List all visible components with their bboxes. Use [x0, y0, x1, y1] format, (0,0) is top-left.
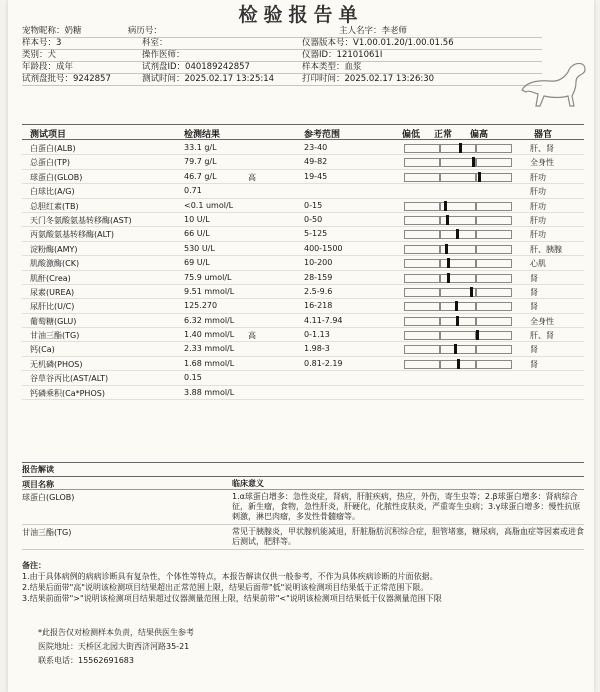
table-row [22, 285, 584, 299]
table-row [22, 256, 584, 270]
interp-item-name: 球蛋白(GLOB) [22, 493, 75, 502]
notes [22, 560, 584, 604]
interp-col-item: 项目名称 [22, 480, 54, 489]
range-gauge [404, 216, 514, 224]
table-row [22, 357, 584, 371]
table-row [22, 242, 584, 256]
gauge-marker [457, 359, 460, 369]
range-gauge [404, 317, 514, 325]
item-name: 白球比(A/G) [30, 187, 75, 197]
table-row [22, 328, 584, 342]
table-row [22, 271, 584, 285]
reference-range: 10-200 [304, 258, 333, 268]
col-organ: 器官 [534, 130, 553, 140]
note-line: 3.结果前面带">"说明该检测项目结果超过仪器测量范围上限，结果前带"<"说明该检测项目结果低于仪器测量范围下限 [22, 594, 442, 603]
result-value: 0.71 [184, 186, 202, 196]
reference-range: 4.11-7.94 [304, 315, 343, 325]
table-row [22, 184, 584, 198]
result-value: <0.1 umol/L [184, 200, 234, 210]
test-time: 测试时间：2025.02.17 13:25:14 [142, 74, 275, 84]
reference-range: 0-50 [304, 214, 323, 224]
reference-range: 0-15 [304, 200, 323, 210]
interpretation-row [22, 490, 584, 525]
result-value: 1.40 mmol/L [184, 330, 235, 340]
owner-name: 主人名字：李老师 [339, 26, 408, 36]
item-name: 钙(Ca) [30, 345, 55, 355]
gauge-marker [459, 143, 462, 153]
results-table-header [22, 124, 584, 140]
reference-range: 0.81-2.19 [304, 358, 343, 368]
result-value: 125.270 [184, 301, 218, 311]
report-title: 检验报告单 [238, 4, 364, 26]
note-line: 2.结果后面带"高"说明该检测项目结果超出正常范围上限，结果后面带"低"说明该检测项目结果低于正常范围下限。 [22, 583, 429, 592]
interp-item-text: 常见于胰腺炎，甲状腺机能减退，肝脏脂肪沉积综合症，胆管堵塞，糖尿病，高脂血症等因素或进食后测试，肥胖等。 [232, 527, 584, 546]
interp-col-meaning: 临床意义 [232, 479, 264, 488]
col-normal: 正常 [434, 130, 453, 140]
device-id: 仪器ID：12101061I [302, 50, 383, 60]
table-row [22, 213, 584, 227]
note-line: 1.由于具体病例的病病诊断具有复杂性，个体性等特点，本报告解读仅供一般参考，不作为具体疾病诊断的片面依据。 [22, 572, 438, 581]
item-name: 肌酸激酶(CK) [30, 259, 80, 269]
item-name: 球蛋白(GLOB) [30, 172, 83, 182]
table-row [22, 299, 584, 313]
reference-range: 28-159 [304, 272, 333, 282]
gauge-marker [456, 229, 459, 239]
hospital-address: 医院地址：天桥区北园大街西济河路35-21 [38, 642, 190, 651]
interpretation-header [22, 477, 584, 490]
organ: 肾 [530, 345, 538, 355]
item-name: 淀粉酶(AMY) [30, 244, 78, 254]
col-item: 测试项目 [30, 130, 67, 140]
reference-range: 400-1500 [304, 243, 343, 253]
gauge-marker [445, 244, 448, 254]
interpretation-title: 报告解读 [22, 462, 584, 477]
item-name: 白蛋白(ALB) [30, 144, 76, 153]
result-value: 46.7 g/L [184, 171, 217, 181]
result-value: 2.33 mmol/L [184, 344, 235, 354]
reference-range: 5-125 [304, 229, 328, 239]
result-value: 530 U/L [184, 243, 215, 253]
table-row [22, 199, 584, 213]
result-value: 6.32 mmol/L [184, 315, 235, 325]
item-name: 尿素(UREA) [30, 287, 75, 297]
organ: 肾 [530, 302, 538, 312]
department: 科室： [142, 38, 168, 48]
gauge-marker [470, 287, 473, 297]
organ: 肾 [530, 287, 538, 297]
gauge-marker [478, 172, 481, 182]
table-row [22, 227, 584, 241]
result-value: 3.88 mmol/L [184, 387, 235, 397]
result-value: 66 U/L [184, 229, 210, 239]
organ: 全身性 [530, 316, 554, 326]
organ: 肝、胰腺 [530, 244, 562, 254]
range-gauge [404, 144, 514, 152]
result-value: 9.51 mmol/L [184, 286, 235, 296]
result-value: 33.1 g/L [184, 143, 217, 152]
organ: 肾 [530, 273, 538, 283]
item-name: 谷草谷丙比(AST/ALT) [30, 374, 109, 384]
reference-range: 1.98-3 [304, 344, 330, 354]
range-gauge [404, 360, 514, 368]
pet-name: 宠物昵称：奶糖 [22, 26, 82, 36]
reference-range: 49-82 [304, 157, 328, 167]
table-row [22, 342, 584, 356]
age-group: 年龄段：成年 [22, 62, 74, 72]
reagent-batch: 试剂盘批号：9242857 [22, 74, 111, 84]
organ: 肝功 [530, 215, 546, 225]
range-gauge [404, 230, 514, 238]
item-name: 天门冬氨酸氨基转移酶(AST) [30, 215, 132, 225]
item-name: 葡萄糖(GLU) [30, 316, 77, 326]
results-table-body [22, 141, 584, 400]
species: 类别：犬 [22, 50, 57, 60]
case-number: 病历号： [127, 26, 162, 36]
range-gauge [404, 173, 514, 181]
result-value: 75.9 umol/L [184, 272, 232, 282]
range-gauge [404, 331, 514, 339]
organ: 肝功 [530, 187, 546, 197]
organ: 全身性 [530, 158, 554, 168]
table-row [22, 170, 584, 184]
organ: 肝功 [530, 201, 546, 211]
item-name: 总蛋白(TP) [30, 158, 70, 168]
interp-item-name: 甘油三酯(TG) [22, 528, 72, 537]
range-gauge [404, 259, 514, 267]
item-name: 甘油三酯(TG) [30, 331, 80, 341]
reference-range: 19-45 [304, 171, 328, 181]
sample-number: 样本号：3 [22, 38, 62, 48]
sample-type: 样本类型：血浆 [302, 62, 362, 72]
print-time: 打印时间：2025.02.17 13:26:30 [302, 74, 435, 84]
range-gauge [404, 302, 514, 310]
col-low: 偏低 [402, 130, 421, 140]
reference-range: 16-218 [304, 301, 333, 311]
organ: 肝功 [530, 230, 546, 240]
table-row [22, 155, 584, 169]
result-value: 1.68 mmol/L [184, 358, 235, 368]
col-high: 偏高 [470, 130, 489, 140]
report-page [8, 0, 594, 692]
table-row [22, 371, 584, 385]
gauge-marker [472, 157, 475, 167]
organ: 肝功 [530, 172, 546, 182]
item-name: 肌酐(Crea) [30, 273, 71, 283]
organ: 肾 [530, 359, 538, 369]
item-name: 钙磷乘积(Ca*PHOS) [30, 388, 105, 398]
organ: 肝、肾 [530, 144, 554, 153]
table-row [22, 386, 584, 400]
reference-range: 23-40 [304, 143, 328, 152]
organ: 心肌 [530, 259, 546, 269]
col-result: 检测结果 [184, 130, 221, 140]
patient-header [22, 26, 542, 86]
gauge-marker [446, 215, 449, 225]
gauge-marker [444, 201, 447, 211]
disclaimer: *此报告仅对检测样本负责，结果供医生参考 [38, 628, 194, 637]
gauge-marker [455, 301, 458, 311]
reagent-disk-id: 试剂盘ID：040189242857 [142, 62, 250, 72]
report-interpretation [22, 462, 584, 550]
result-value: 10 U/L [184, 214, 210, 224]
reference-range: 2.5-9.6 [304, 286, 333, 296]
operating-doctor: 操作医师： [142, 50, 185, 60]
gauge-marker [456, 316, 459, 326]
gauge-marker [447, 258, 450, 268]
gauge-marker [447, 273, 450, 283]
table-row [22, 314, 584, 328]
range-gauge [404, 345, 514, 353]
footer [38, 626, 578, 668]
contact-phone: 联系电话：15562691683 [38, 656, 134, 665]
instrument-version: 仪器版本号：V1.00.01.20/1.00.01.56 [302, 38, 454, 48]
range-gauge [404, 288, 514, 296]
range-gauge [404, 274, 514, 282]
gauge-marker [476, 330, 479, 340]
col-range: 参考范围 [304, 130, 341, 140]
item-name: 尿肝比(U/C) [30, 302, 75, 312]
result-flag: 高 [248, 172, 256, 182]
dog-logo-icon [516, 52, 588, 108]
item-name: 总胆红素(TB) [30, 201, 79, 211]
range-gauge [404, 158, 514, 166]
result-value: 79.7 g/L [184, 157, 217, 167]
result-flag: 高 [248, 331, 256, 341]
range-gauge [404, 202, 514, 210]
notes-title: 备注： [22, 561, 46, 570]
item-name: 无机磷(PHOS) [30, 359, 83, 369]
gauge-marker [454, 344, 457, 354]
reference-range: 0-1.13 [304, 330, 330, 340]
item-name: 丙氨酸氨基转移酶(ALT) [30, 230, 114, 240]
result-value: 69 U/L [184, 258, 210, 268]
table-row [22, 141, 584, 155]
interp-item-text: 1.α球蛋白增多：急性炎症，肾病，肝脏疾病，热应，外伤，寄生虫等；2.β球蛋白增多：肾病综合征，新生瘤，食物，急性肝炎，肝硬化，化脓性皮肤炎，严重寄生虫病；3.γ球蛋白增多：慢性抗原刺激，淋巴肉瘤，多发性骨髓瘤等。 [232, 492, 581, 521]
range-gauge [404, 245, 514, 253]
result-value: 0.15 [184, 373, 202, 383]
interpretation-row [22, 525, 584, 550]
organ: 肝、肾 [530, 331, 554, 341]
